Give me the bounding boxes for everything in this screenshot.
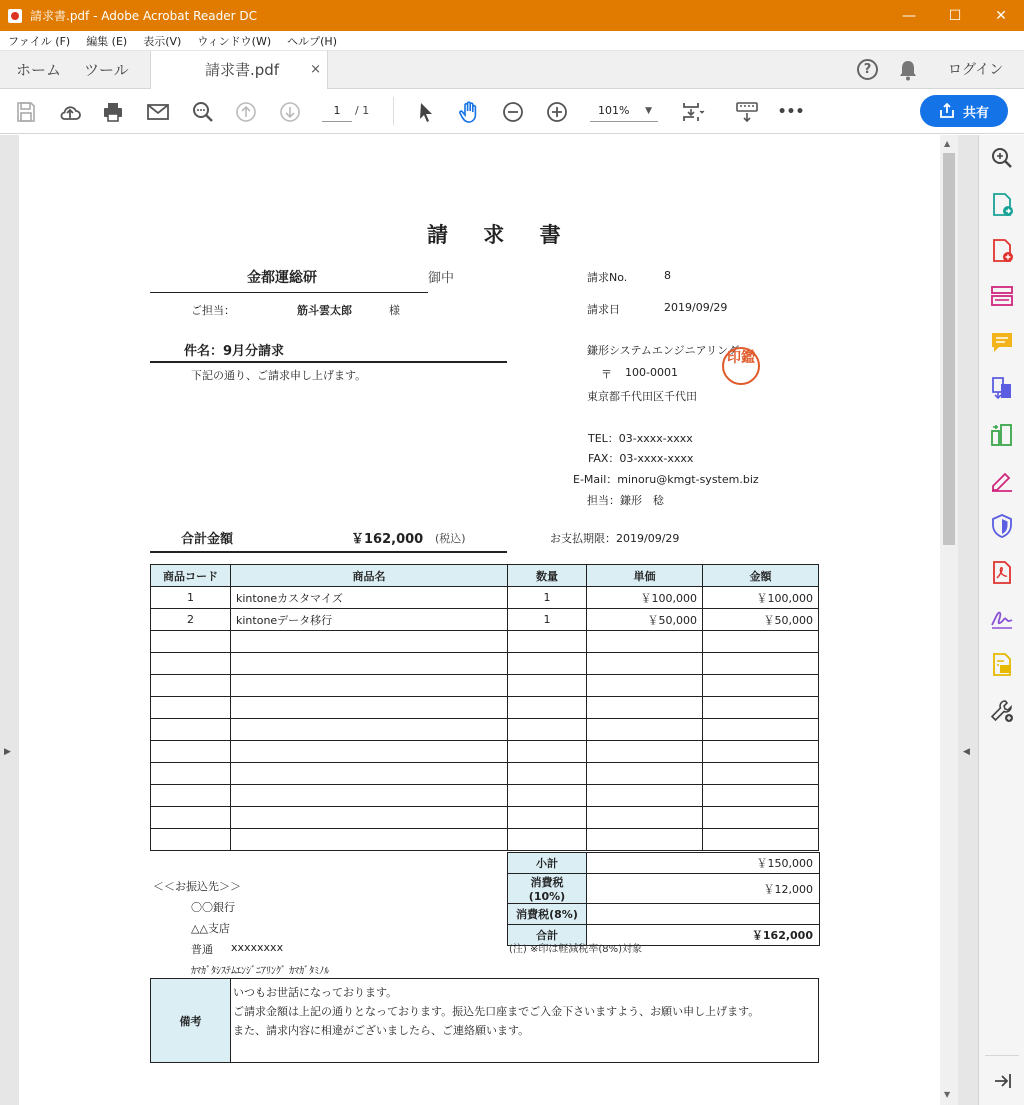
edit-pdf-icon[interactable] [989,283,1015,309]
subject: 件名：9月分請求 [184,344,285,359]
tab-bar [0,51,1024,89]
subject-underline [150,361,507,363]
cell-amount: ￥100,000 [703,587,819,609]
cell-amount [703,829,819,851]
tab-document[interactable] [150,51,328,90]
invoice-no-value: 8 [664,269,671,282]
due-date: お支払期限：2019/09/29 [550,532,680,545]
more-options-icon[interactable]: ••• [777,104,805,120]
contact-name: 筋斗雲太郎 [297,304,352,317]
title-bar [0,0,1024,31]
cell-qty: 1 [508,587,587,609]
cell-code [151,829,231,851]
organize-pages-icon[interactable] [989,422,1015,448]
cell-code [151,719,231,741]
login-link[interactable]: ログイン [948,62,1004,78]
cell-name [231,631,508,653]
prev-page-icon[interactable] [233,99,259,125]
hand-tool-icon[interactable] [456,99,482,125]
col-price: 単価 [587,565,703,587]
table-row [151,697,819,719]
scrollbar-thumb[interactable] [943,153,955,545]
cell-name: kintoneデータ移行 [231,609,508,631]
subtotal-value: ￥150,000 [587,853,820,874]
bank-header: ＜＜お振込先＞＞ [153,880,241,893]
table-row [151,979,819,1063]
table-row [151,807,819,829]
cell-code [151,741,231,763]
create-pdf-icon[interactable] [989,238,1015,264]
menu-help[interactable]: ヘルプ(H) [287,34,337,48]
cell-price [587,763,703,785]
menu-bar [0,31,1024,51]
contact-label: ご担当： [191,304,235,317]
close-window-button[interactable]: ✕ [995,7,1007,24]
items-table [150,564,819,851]
issuer-staff: 担当：鎌形 稔 [587,494,664,507]
cell-price: ￥50,000 [587,609,703,631]
save-icon[interactable] [13,99,39,125]
cell-qty [508,741,587,763]
cell-price [587,675,703,697]
account-type: 普通 [191,943,213,956]
tab-tools[interactable]: ツール [84,61,129,79]
col-qty: 数量 [508,565,587,587]
page-total: / 1 [355,104,370,117]
search-zoom-icon[interactable] [190,99,216,125]
bank-name: 〇〇銀行 [191,901,235,914]
cell-name [231,763,508,785]
tools-rail [978,135,1024,1105]
tax8-value [587,904,820,925]
acrobat-pdf-icon[interactable] [989,560,1015,586]
table-row [151,653,819,675]
table-header-row [151,565,819,587]
cell-code [151,631,231,653]
share-button[interactable] [920,95,1008,127]
subtotal-label: 小計 [508,853,587,874]
postal-mark: 〒 [601,368,612,381]
table-row [151,587,819,609]
maximize-button[interactable]: ☐ [948,7,962,24]
window-title: 請求書.pdf - Adobe Acrobat Reader DC [30,9,258,23]
total-underline [150,551,507,553]
cell-qty [508,697,587,719]
cell-price [587,719,703,741]
customer-underline [150,292,428,293]
honorific: 様 [389,304,400,317]
cell-qty [508,653,587,675]
cell-name [231,741,508,763]
table-row [508,853,820,874]
table-row [151,719,819,741]
tax8-label: 消費税(8%) [508,904,587,925]
table-row [508,904,820,925]
cell-name [231,785,508,807]
cell-amount [703,631,819,653]
postal-code: 100-0001 [625,366,678,379]
page-fit-icon[interactable] [680,99,706,125]
toolbar [0,89,1024,134]
cell-amount [703,697,819,719]
select-cursor-icon[interactable] [413,99,439,125]
table-row [508,874,820,904]
cell-name [231,697,508,719]
share-icon [939,103,955,119]
cell-code [151,785,231,807]
tax-note: (注) ※印は軽減税率(8%)対象 [509,944,643,955]
issuer-email: E-Mail：minoru@kmgt-system.biz [573,473,759,486]
cell-amount [703,675,819,697]
remarks-text [231,979,819,1063]
total-label: 合計金額 [181,532,234,547]
cell-qty [508,829,587,851]
bank-branch: △△支店 [191,922,230,935]
menu-window[interactable]: ウィンドウ(W) [197,34,272,48]
total-tax-note: (税込) [435,532,466,545]
cell-amount [703,741,819,763]
col-name: 商品名 [231,565,508,587]
tax10-value: ￥12,000 [587,874,820,904]
print-icon[interactable] [100,99,126,125]
page-number-input[interactable]: 1 [322,100,352,122]
comment-icon[interactable] [989,330,1015,356]
next-page-icon[interactable] [277,99,303,125]
remarks-line: いつもお世話になっております。 [233,986,398,999]
tax10-label: 消費税(10%) [508,874,587,904]
onchu-label: 御中 [428,271,455,286]
upload-cloud-icon[interactable] [57,99,83,125]
col-amount: 金額 [703,565,819,587]
cell-qty [508,631,587,653]
cell-amount [703,785,819,807]
combine-files-icon[interactable] [989,375,1015,401]
cell-name [231,829,508,851]
cell-name [231,719,508,741]
close-tab-icon[interactable]: × [310,62,321,77]
invoice-title: 請 求 書 [427,223,575,247]
cell-code [151,697,231,719]
cell-price [587,807,703,829]
zoom-value: 101% [598,104,630,117]
protect-shield-icon[interactable] [989,513,1015,539]
customer-name: 金都運総研 [247,270,317,286]
scroll-down-icon[interactable]: ▼ [944,1090,951,1099]
cell-qty: 1 [508,609,587,631]
issuer-tel: TEL：03-xxxx-xxxx [588,432,693,445]
subject-message: 下記の通り、ご請求申し上げます。 [191,369,367,382]
chevron-down-icon: ▼ [645,106,652,116]
remarks-line: また、請求内容に相違がございましたら、ご連絡願います。 [233,1024,530,1037]
minimize-button[interactable]: — [902,7,916,24]
tab-document-label: 請求書.pdf [205,61,280,79]
cell-price [587,631,703,653]
collapse-panel-icon[interactable] [989,1068,1015,1094]
cell-amount: ￥50,000 [703,609,819,631]
table-row [151,763,819,785]
cell-price [587,697,703,719]
issuer-company: 鎌形システムエンジニアリング [587,344,739,357]
send-comments-icon[interactable] [989,652,1015,678]
pdf-page [19,135,940,1105]
vertical-scrollbar[interactable] [940,135,958,1105]
cell-amount [703,653,819,675]
zoom-out-icon[interactable] [500,99,526,125]
document-area [0,135,978,1105]
cell-name [231,675,508,697]
invoice-date-label: 請求日 [587,303,620,316]
table-row [151,609,819,631]
remarks-table [150,978,819,1063]
menu-file[interactable]: ファイル (F) [8,34,71,48]
toolbar-divider [393,97,394,125]
remarks-line: ご請求金額は上記の通りとなっております。振込先口座までご入金下さいますよう、お願い申し上げます。 [233,1005,760,1018]
zoom-search-icon[interactable] [989,145,1015,171]
cell-code: 1 [151,587,231,609]
tab-home[interactable]: ホーム [16,61,62,79]
remarks-label: 備考 [151,979,231,1063]
cell-qty [508,785,587,807]
total-amount: ￥162,000 [351,532,424,547]
left-panel-toggle-icon[interactable]: ▶ [4,747,11,757]
zoom-in-icon[interactable] [544,99,570,125]
table-row [151,829,819,851]
cell-code [151,653,231,675]
cell-price [587,653,703,675]
acrobat-app-icon [8,9,22,23]
table-row [151,785,819,807]
keyboard-scroll-icon[interactable] [734,99,760,125]
export-pdf-icon[interactable] [989,192,1015,218]
account-holder: ｶﾏｶﾞﾀｼｽﾃﾑｴﾝｼﾞﾆｱﾘﾝｸﾞ ｶﾏｶﾞﾀﾐﾉﾙ [191,966,330,977]
cell-price: ￥100,000 [587,587,703,609]
cell-code [151,675,231,697]
table-row [151,675,819,697]
cell-price [587,741,703,763]
issuer-fax: FAX：03-xxxx-xxxx [588,452,694,465]
zoom-select[interactable] [590,100,658,122]
cell-amount [703,719,819,741]
signature-icon[interactable] [989,605,1015,631]
more-tools-icon[interactable] [989,698,1015,724]
cell-name: kintoneカスタマイズ [231,587,508,609]
table-row [151,631,819,653]
grand-total-value: ￥162,000 [587,925,820,946]
cell-code [151,807,231,829]
cell-name [231,807,508,829]
fill-sign-icon[interactable] [989,468,1015,494]
invoice-no-label: 請求No. [587,271,628,284]
share-label: 共有 [962,105,989,121]
cell-price [587,829,703,851]
table-row [151,741,819,763]
scroll-up-icon[interactable]: ▲ [944,139,951,148]
cell-amount [703,807,819,829]
summary-table [507,852,820,946]
cell-qty [508,719,587,741]
col-code: 商品コード [151,565,231,587]
cell-amount [703,763,819,785]
issuer-address: 東京都千代田区千代田 [587,390,697,403]
email-icon[interactable] [145,99,171,125]
cell-price [587,785,703,807]
cell-code: 2 [151,609,231,631]
cell-name [231,653,508,675]
account-number: xxxxxxxx [231,941,284,954]
rail-divider [985,1055,1019,1056]
right-panel-toggle-icon[interactable]: ◀ [963,747,970,757]
help-icon[interactable]: ? [857,59,878,80]
cell-qty [508,763,587,785]
menu-edit[interactable]: 編集 (E) [86,34,128,48]
menu-view[interactable]: 表示(V) [143,34,182,48]
hanko-seal: 印鑑 [722,347,760,385]
grand-total-label: 合計 [508,925,587,946]
cell-code [151,763,231,785]
notification-bell-icon[interactable] [898,59,918,81]
cell-qty [508,675,587,697]
cell-qty [508,807,587,829]
invoice-date-value: 2019/09/29 [664,301,728,314]
